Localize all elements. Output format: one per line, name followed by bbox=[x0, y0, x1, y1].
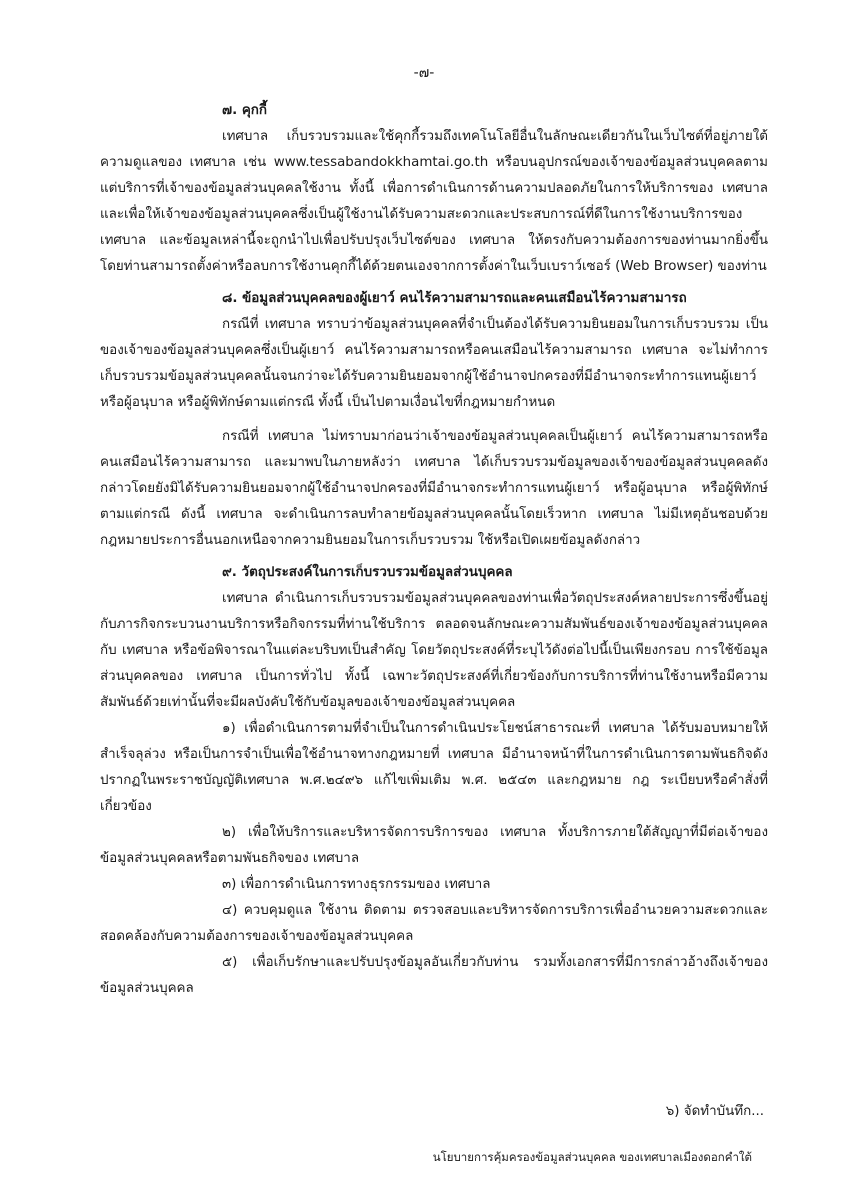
section-8-paragraph-1: กรณีที่ เทศบาล ทราบว่าข้อมูลส่วนบุคคลที่จำเป็นต้องได้รับความยินยอมในการเก็บรวบรวม เป็นของเจ้าของข้อมูลส่วนบุคคลซึ่งเป็นผู้เยาว์ คนไร้ความสามารถหรือคนเสมือนไร้ความสามารถ เทศบาล จะไม่ทำการเก็บรวบรวมข้อมูลส่วนบุคคลนั้นจนกว่าจะได้รับความยินยอมจากผู้ใช้อำนาจปกครองที่มีอำนาจกระทำการแทนผู้เยาว์ หรือผู้อนุบาล หรือผู้พิทักษ์ตามแต่กรณี ทั้งนี้ เป็นไปตามเงื่อนไขที่กฎหมายกำหนด bbox=[100, 317, 768, 410]
section-9-item-5: ๕) เพื่อเก็บรักษาและปรับปรุงข้อมูลอันเกี่ยวกับท่าน รวมทั้งเอกสารที่มีการกล่าวอ้างถึงเจ้าของข้อมูลส่วนบุคคล bbox=[100, 955, 768, 996]
document-body bbox=[100, 98, 768, 1002]
section-8-heading: ๘. ข้อมูลส่วนบุคคลของผู้เยาว์ คนไร้ความสามารถและคนเสมือนไร้ความสามารถ bbox=[222, 291, 687, 306]
section-9-item-3: ๓) เพื่อการดำเนินการทางธุรกรรมของ เทศบาล bbox=[222, 877, 491, 892]
section-9-item-1: ๑) เพื่อดำเนินการตามที่จำเป็นในการดำเนินประโยชน์สาธารณะที่ เทศบาล ได้รับมอบหมายให้สำเร็จลุล่วง หรือเป็นการจำเป็นเพื่อใช้อำนาจทางกฎหมายที่ เทศบาล มีอำนาจหน้าที่ในการดำเนินการตามพันธกิจดังปรากฏในพระราชบัญญัติเทศบาล พ.ศ.๒๔๙๖ แก้ไขเพิ่มเติม พ.ศ. ๒๕๔๓ และกฎหมาย กฎ ระเบียบหรือคำสั่งที่เกี่ยวข้อง bbox=[100, 721, 768, 814]
section-9-heading: ๙. วัตถุประสงค์ในการเก็บรวบรวมข้อมูลส่วนบุคคล bbox=[222, 565, 513, 580]
section-9-item-4: ๔) ควบคุมดูแล ใช้งาน ติดตาม ตรวจสอบและบริหารจัดการบริการเพื่ออำนวยความสะดวกและสอดคล้องกับความต้องการของเจ้าของข้อมูลส่วนบุคคล bbox=[100, 903, 768, 944]
page-footer: นโยบายการคุ้มครองข้อมูลส่วนบุคคล ของเทศบาลเมืองดอกคำใต้ bbox=[432, 1150, 752, 1164]
section-7-paragraph: เทศบาล เก็บรวบรวมและใช้คุกกี้รวมถึงเทคโนโลยีอื่นในลักษณะเดียวกันในเว็บไซต์ที่อยู่ภายใต้ความดูแลของ เทศบาล เช่น www.tessabandokkhamtai.go.th หรือบนอุปกรณ์ของเจ้าของข้อมูลส่วนบุคคลตามแต่บริการที่เจ้าของข้อมูลส่วนบุคคลใช้งาน ทั้งนี้ เพื่อการดำเนินการด้านความปลอดภัยในการให้บริการของ เทศบาล และเพื่อให้เจ้าของข้อมูลส่วนบุคคลซึ่งเป็นผู้ใช้งานได้รับความสะดวกและประสบการณ์ที่ดีในการใช้งานบริการของ เทศบาล และข้อมูลเหล่านี้จะถูกนำไปเพื่อปรับปรุงเว็บไซต์ของ เทศบาล ให้ตรงกับความต้องการของท่านมากยิ่งขึ้น โดยท่านสามารถตั้งค่าหรือลบการใช้งานคุกกี้ได้ด้วยตนเองจากการตั้งค่าในเว็บเบราว์เซอร์ (Web Browser) ของท่าน bbox=[100, 129, 768, 274]
section-8-paragraph-2: กรณีที่ เทศบาล ไม่ทราบมาก่อนว่าเจ้าของข้อมูลส่วนบุคคลเป็นผู้เยาว์ คนไร้ความสามารถหรือคนเสมือนไร้ความสามารถ และมาพบในภายหลังว่า เทศบาล ได้เก็บรวบรวมข้อมูลของเจ้าของข้อมูลส่วนบุคคลดังกล่าวโดยยังมิได้รับความยินยอมจากผู้ใช้อำนาจปกครองที่มีอำนาจกระทำการแทนผู้เยาว์ หรือผู้อนุบาล หรือผู้พิทักษ์ตามแต่กรณี ดังนี้ เทศบาล จะดำเนินการลบทำลายข้อมูลส่วนบุคคลนั้นโดยเร็วหาก เทศบาล ไม่มีเหตุอันชอบด้วยกฎหมายประการอื่นนอกเหนือจากความยินยอมในการเก็บรวบรวม ใช้หรือเปิดเผยข้อมูลดังกล่าว bbox=[100, 429, 768, 548]
section-7-heading: ๗. คุกกี้ bbox=[222, 103, 267, 118]
section-9-intro: เทศบาล ดำเนินการเก็บรวบรวมข้อมูลส่วนบุคคลของท่านเพื่อวัตถุประสงค์หลายประการซึ่งขึ้นอยู่กับภารกิจกระบวนงานบริการหรือกิจกรรมที่ท่านใช้บริการ ตลอดจนลักษณะความสัมพันธ์ของเจ้าของข้อมูลส่วนบุคคล กับ เทศบาล หรือข้อพิจารณาในแต่ละบริบทเป็นสำคัญ โดยวัตถุประสงค์ที่ระบุไว้ดังต่อไปนี้เป็นเพียงกรอบ การใช้ข้อมูลส่วนบุคคลของ เทศบาล เป็นการทั่วไป ทั้งนี้ เฉพาะวัตถุประสงค์ที่เกี่ยวข้องกับการบริการที่ท่านใช้งานหรือมีความสัมพันธ์ด้วยเท่านั้นที่จะมีผลบังคับใช้กับข้อมูลของเจ้าของข้อมูลส่วนบุคคล bbox=[100, 591, 768, 710]
page-number: -๗- bbox=[413, 65, 435, 81]
continued-marker: ๖) จัดทำบันทึก... bbox=[665, 1104, 764, 1119]
section-9-item-2: ๒) เพื่อให้บริการและบริหารจัดการบริการของ เทศบาล ทั้งบริการภายใต้สัญญาที่มีต่อเจ้าของข้อมูลส่วนบุคคลหรือตามพันธกิจของ เทศบาล bbox=[100, 825, 768, 866]
